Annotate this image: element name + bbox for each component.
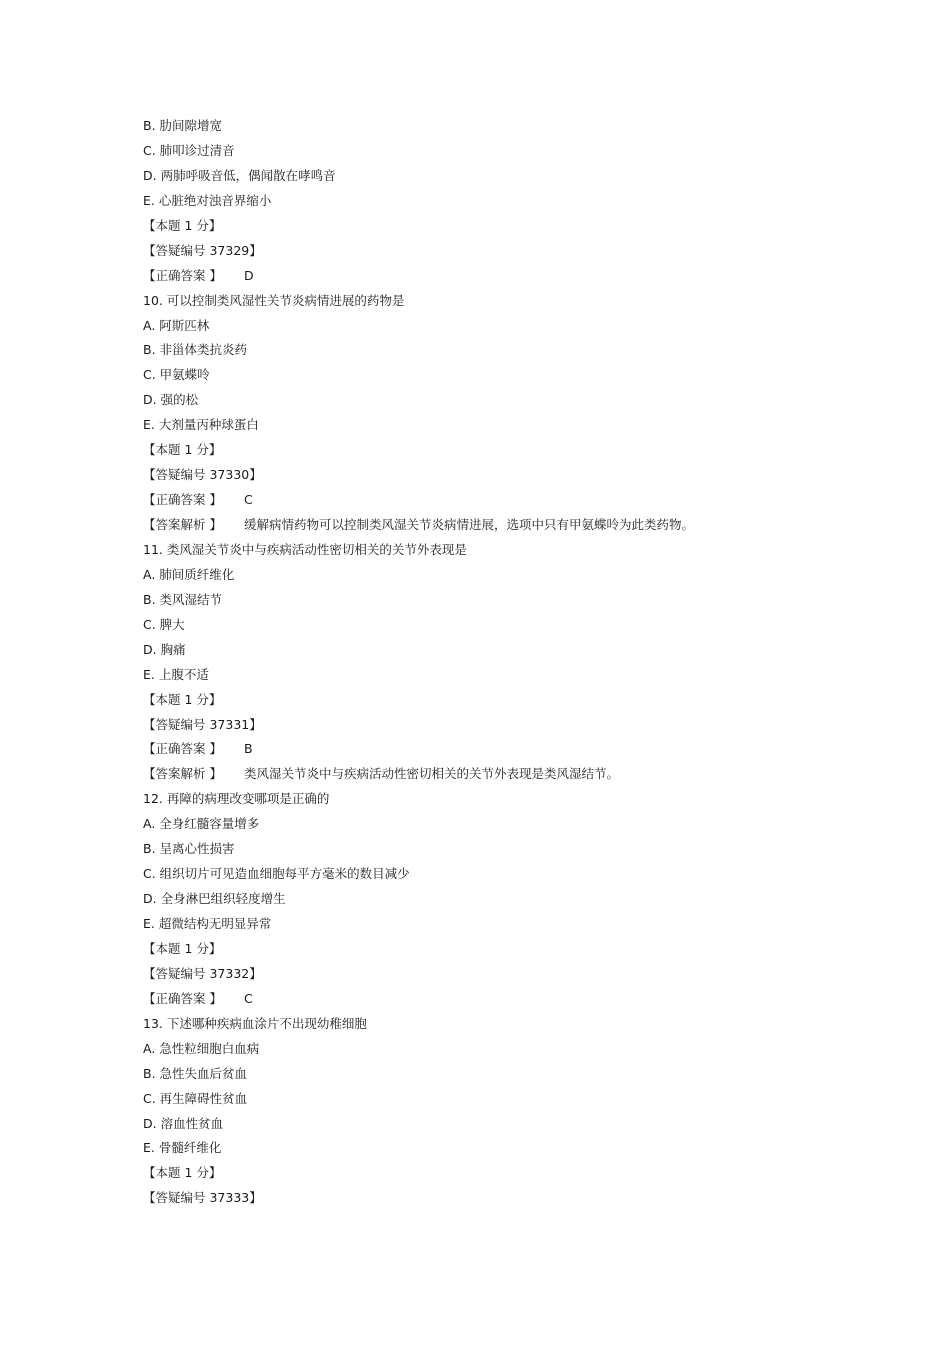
explanation-text: 类风湿关节炎中与疾病活动性密切相关的关节外表现是类风湿结节。	[243, 766, 619, 782]
option-line: A. 肺间质纤维化	[143, 566, 235, 582]
score-line: 【本题 1 分】	[143, 1165, 222, 1181]
option-line: E. 大剂量丙种球蛋白	[143, 417, 259, 433]
option-line: D. 胸痛	[143, 641, 186, 657]
question-id-line: 【答疑编号 37330】	[143, 467, 262, 483]
question-id-line: 【答疑编号 37332】	[143, 965, 262, 981]
answer-line: 【正确答案 】 B	[143, 741, 253, 757]
option-line: C. 脾大	[143, 616, 185, 632]
question-id-line: 【答疑编号 37329】	[143, 242, 262, 258]
option-line: E. 骨髓纤维化	[143, 1140, 222, 1156]
option-line: A. 全身红髓容量增多	[143, 816, 260, 832]
answer-value: C	[243, 492, 253, 508]
explanation-text: 缓解病情药物可以控制类风湿关节炎病情进展，选项中只有甲氨蝶呤为此类药物。	[243, 517, 694, 532]
question-stem: 11. 类风湿关节炎中与疾病活动性密切相关的关节外表现是	[143, 541, 467, 557]
option-line: D. 溶血性贫血	[143, 1115, 224, 1131]
option-line: E. 上腹不适	[143, 666, 209, 682]
option-line: A. 急性粒细胞白血病	[143, 1040, 260, 1056]
option-line: A. 阿斯匹林	[143, 317, 210, 333]
option-line: C. 组织切片可见造血细胞每平方毫米的数目减少	[143, 866, 410, 882]
option-line: B. 急性失血后贫血	[143, 1065, 248, 1081]
option-line: D. 强的松	[143, 392, 199, 408]
option-line: C. 肺叩诊过清音	[143, 142, 235, 158]
option-line: B. 类风湿结节	[143, 591, 223, 607]
option-line: B. 呈离心性损害	[143, 841, 235, 857]
score-line: 【本题 1 分】	[143, 691, 222, 707]
option-line: C. 再生障碍性贫血	[143, 1090, 248, 1106]
answer-line: 【正确答案 】 C	[143, 990, 253, 1006]
score-line: 【本题 1 分】	[143, 442, 222, 458]
answer-value: C	[243, 990, 253, 1006]
answer-value: B	[243, 741, 253, 757]
option-line: B. 肋间隙增宽	[143, 118, 223, 133]
question-stem: 10. 可以控制类风湿性关节炎病情进展的药物是	[143, 292, 405, 308]
option-line: B. 非甾体类抗炎药	[143, 342, 248, 358]
answer-line: 【正确答案 】 D	[143, 267, 254, 283]
option-line: E. 心脏绝对浊音界缩小	[143, 192, 272, 208]
question-stem: 12. 再障的病理改变哪项是正确的	[143, 791, 330, 807]
option-line: D. 全身淋巴组织轻度增生	[143, 891, 286, 907]
option-line: D. 两肺呼吸音低，偶闻散在哮鸣音	[143, 167, 336, 183]
score-line: 【本题 1 分】	[143, 940, 222, 956]
answer-value: D	[243, 267, 254, 283]
document-page	[143, 114, 843, 1211]
option-line: C. 甲氨蝶呤	[143, 367, 210, 383]
explanation-line: 【答案解析 】 缓解病情药物可以控制类风湿关节炎病情进展，选项中只有甲氨蝶呤为此类药物。	[143, 517, 694, 532]
score-line: 【本题 1 分】	[143, 217, 222, 233]
option-line: E. 超微结构无明显异常	[143, 916, 272, 931]
question-id-line: 【答疑编号 37333】	[143, 1190, 262, 1206]
answer-line: 【正确答案 】 C	[143, 492, 253, 508]
explanation-line: 【答案解析 】 类风湿关节炎中与疾病活动性密切相关的关节外表现是类风湿结节。	[143, 766, 619, 782]
question-id-line: 【答疑编号 37331】	[143, 716, 262, 732]
question-stem: 13. 下述哪种疾病血涂片不出现幼稚细胞	[143, 1015, 367, 1031]
